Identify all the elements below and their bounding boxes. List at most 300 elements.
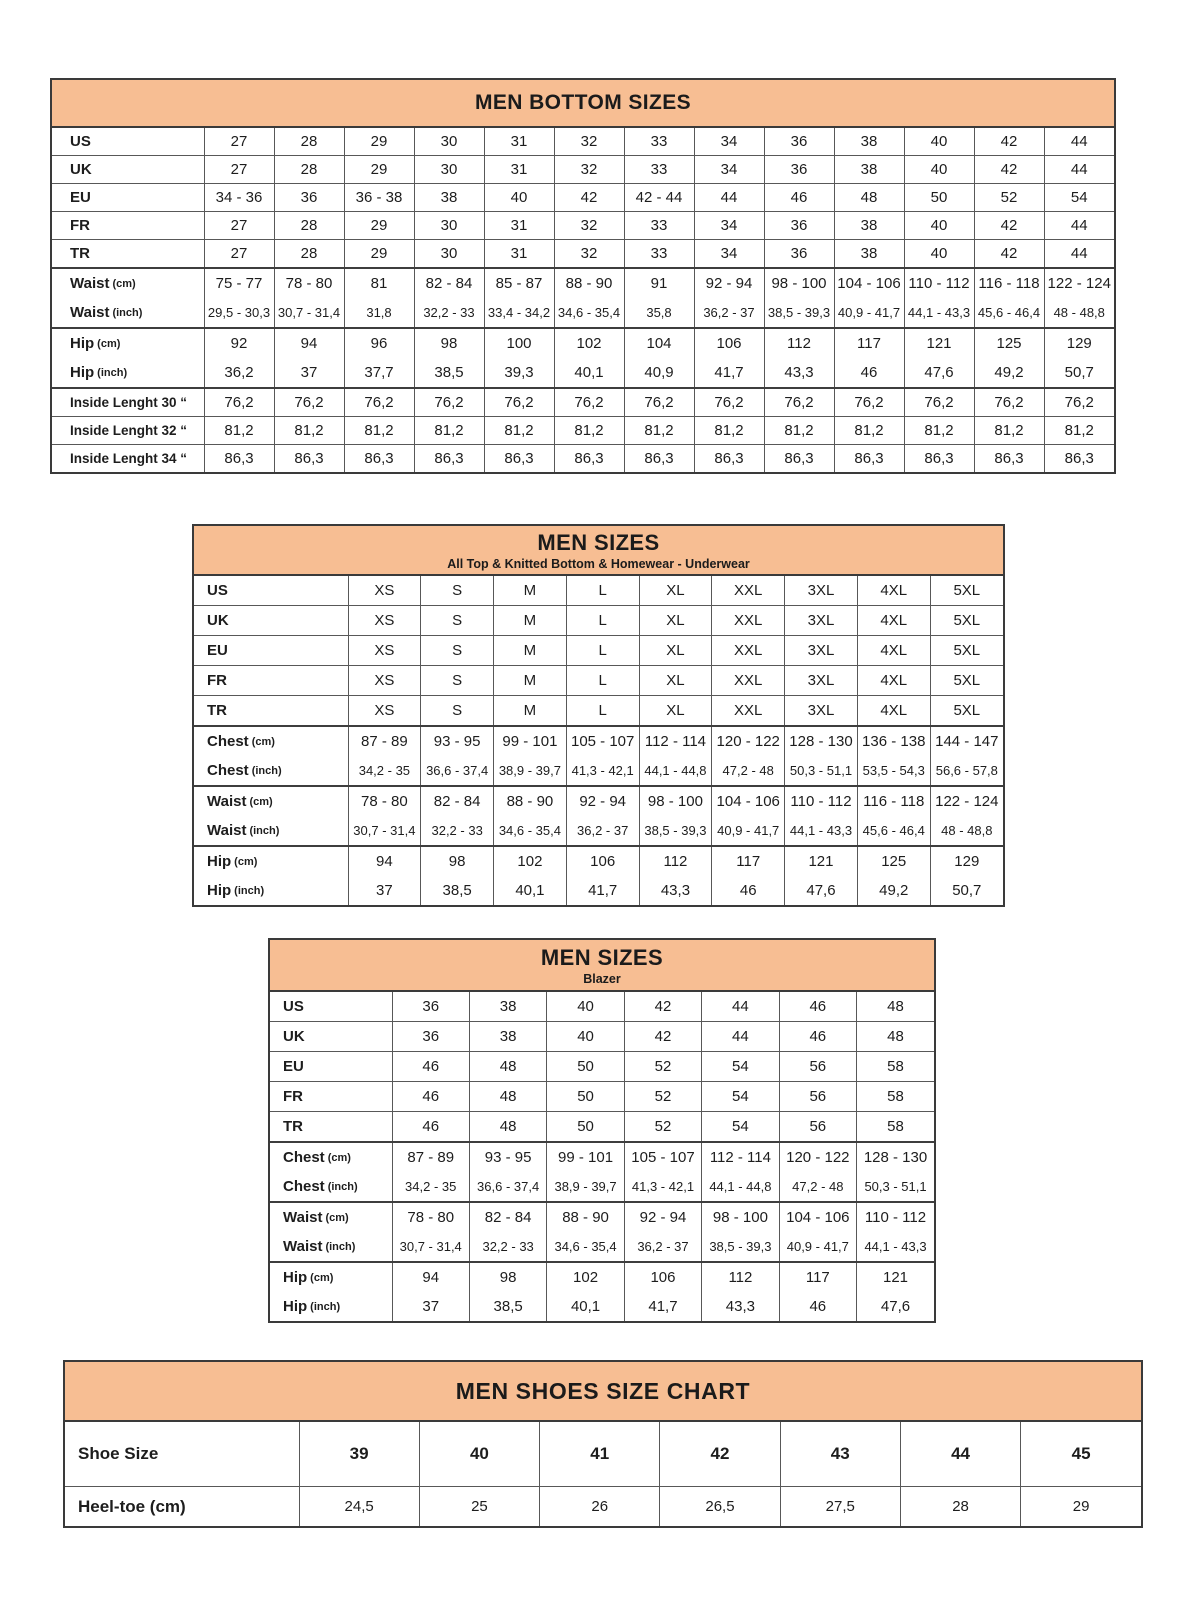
unit-text: (cm) [249, 795, 273, 808]
cell-value: 82 - 84 [484, 1209, 532, 1226]
unit-text: (cm) [97, 337, 121, 350]
value-cell [274, 388, 344, 417]
value-cell [469, 1082, 546, 1112]
value-cell [624, 1082, 701, 1112]
cell-value: 96 [370, 335, 388, 352]
cell-value: 49,2 [994, 364, 1024, 381]
cell-value: 32 [580, 245, 598, 262]
shoes-sizes-grid [65, 1422, 1141, 1526]
value-cell [694, 156, 764, 184]
cell-value: 78 - 80 [361, 793, 408, 810]
tops-sizes-grid [194, 576, 1003, 905]
value-cell [702, 1052, 779, 1082]
cell-value: 29 [1072, 1498, 1090, 1515]
row-label-cell [194, 846, 348, 905]
cell-value: 4XL [880, 702, 908, 719]
cell-value: 38,9 - 39,7 [498, 763, 561, 778]
cell-value: 81,2 [994, 422, 1024, 439]
table-row [52, 184, 1114, 212]
row-label-cell [52, 328, 204, 388]
cell-value: L [598, 672, 607, 689]
value-cell [764, 445, 834, 473]
cell-value: 102 [517, 853, 543, 870]
value-cell [904, 268, 974, 328]
row-label-text: Waist [283, 1238, 323, 1255]
row-label-cell [270, 1202, 392, 1262]
value-cell [624, 212, 694, 240]
value-cell [344, 240, 414, 269]
cell-value: 40 [577, 998, 594, 1015]
cell-value: 86,3 [434, 450, 464, 467]
cell-value: 32,2 - 33 [431, 823, 483, 838]
cell-value: 81,2 [504, 422, 534, 439]
cell-value: L [598, 582, 607, 599]
cell-value: 48 [499, 1118, 517, 1135]
cell-value: 30 [440, 245, 458, 262]
cell-value: 42 [580, 189, 598, 206]
cell-value: 46 [790, 189, 808, 206]
value-cell [344, 128, 414, 156]
value-cell [414, 445, 484, 473]
value-cell [274, 268, 344, 328]
table-row [194, 696, 1003, 727]
value-cell [764, 268, 834, 328]
cell-value: 36,6 - 37,4 [426, 763, 489, 778]
value-cell [484, 328, 554, 388]
value-cell [857, 1142, 934, 1202]
value-cell [624, 1112, 701, 1143]
cell-value: 33 [650, 217, 668, 234]
row-label-text: Chest [283, 1178, 325, 1195]
value-cell [900, 1487, 1020, 1527]
value-cell [624, 388, 694, 417]
table-subtitle: All Top & Knitted Bottom & Homewear - Underwear [447, 556, 750, 571]
value-cell [344, 388, 414, 417]
table-row [52, 128, 1114, 156]
cell-value: 81,2 [784, 422, 814, 439]
cell-value: 129 [954, 853, 980, 870]
value-cell [834, 388, 904, 417]
cell-value: 88 - 90 [506, 793, 554, 810]
row-label-text: FR [70, 217, 90, 234]
value-cell [624, 328, 694, 388]
value-cell [421, 576, 494, 606]
table-header [52, 80, 1114, 128]
cell-value: 56 [809, 1088, 827, 1105]
unit-text: (cm) [327, 1151, 351, 1164]
cell-value: 38,5 [493, 1298, 523, 1315]
value-cell [639, 636, 712, 666]
row-label-cell [270, 1112, 392, 1143]
value-cell [469, 1262, 546, 1321]
cell-value: 93 - 95 [484, 1149, 532, 1166]
cell-value: 86,3 [924, 450, 954, 467]
row-label [194, 636, 348, 665]
cell-value: 27 [230, 133, 248, 150]
value-cell [469, 1112, 546, 1143]
cell-value: 94 [300, 335, 318, 352]
cell-value: 29 [370, 245, 388, 262]
value-cell [974, 156, 1044, 184]
row-label-text: TR [207, 702, 227, 719]
cell-value: 40 [577, 1028, 594, 1045]
value-cell [694, 445, 764, 473]
value-cell [904, 240, 974, 269]
value-cell [419, 1487, 539, 1527]
value-cell [484, 212, 554, 240]
row-label-cell [270, 1082, 392, 1112]
value-cell [857, 1052, 934, 1082]
value-cell [469, 1202, 546, 1262]
cell-value: 82 - 84 [433, 793, 481, 810]
table-title: MEN BOTTOM SIZES [474, 91, 692, 114]
cell-value: 44,1 - 43,3 [907, 305, 971, 320]
value-cell [554, 328, 624, 388]
cell-value: 88 - 90 [562, 1209, 609, 1226]
value-cell [624, 1052, 701, 1082]
value-cell [834, 156, 904, 184]
cell-value: 110 - 112 [864, 1209, 927, 1226]
cell-value: 54 [1070, 189, 1088, 206]
value-cell [624, 1262, 701, 1321]
value-cell [566, 726, 639, 786]
cell-value: 38,5 [434, 364, 464, 381]
cell-value: 34 [720, 161, 738, 178]
cell-value: 31 [510, 133, 528, 150]
value-cell [779, 1262, 856, 1321]
value-cell [857, 666, 930, 696]
cell-value: 52 [1000, 189, 1018, 206]
table-row [270, 1082, 934, 1112]
table-row [52, 445, 1114, 473]
cell-value: 32 [580, 133, 598, 150]
value-cell [779, 1112, 856, 1143]
table-row [52, 212, 1114, 240]
value-cell [414, 184, 484, 212]
value-cell [421, 606, 494, 636]
value-cell [712, 846, 785, 905]
value-cell [348, 726, 421, 786]
value-cell [344, 417, 414, 445]
row-label-text: US [207, 582, 228, 599]
cell-value: 102 [576, 335, 602, 352]
cell-value: 48 [499, 1088, 517, 1105]
cell-value: 98 [440, 335, 458, 352]
value-cell [694, 240, 764, 269]
value-cell [392, 1262, 469, 1321]
value-cell [566, 666, 639, 696]
value-cell [274, 445, 344, 473]
cell-value: M [523, 672, 537, 689]
value-cell [554, 212, 624, 240]
cell-value: 116 - 118 [863, 793, 925, 810]
value-cell [930, 666, 1003, 696]
cell-value: 110 - 112 [790, 793, 852, 810]
row-label-text: Inside Lenght 30 “ [70, 395, 188, 410]
table-header [65, 1362, 1141, 1422]
cell-value: 38,9 - 39,7 [554, 1179, 617, 1194]
cell-value: 27 [230, 245, 248, 262]
value-cell [494, 846, 567, 905]
value-cell [974, 445, 1044, 473]
cell-value: L [598, 702, 607, 719]
cell-value: 106 [650, 1269, 676, 1286]
value-cell [624, 268, 694, 328]
cell-value: 42 [654, 1028, 672, 1045]
value-cell [414, 417, 484, 445]
value-cell [344, 156, 414, 184]
value-cell [274, 156, 344, 184]
value-cell [274, 328, 344, 388]
cell-value: 94 [422, 1269, 440, 1286]
cell-value: 98 - 100 [771, 275, 827, 292]
value-cell [547, 1142, 624, 1202]
cell-value: 45 [1071, 1444, 1091, 1463]
cell-value: 50,3 - 51,1 [864, 1179, 927, 1194]
cell-value: 38 [860, 133, 878, 150]
value-cell [204, 240, 274, 269]
value-cell [204, 184, 274, 212]
value-cell [779, 1052, 856, 1082]
cell-value: 122 - 124 [1047, 275, 1111, 292]
cell-value: 86,3 [364, 450, 394, 467]
cell-value: 75 - 77 [215, 275, 263, 292]
cell-value: 105 - 107 [631, 1149, 695, 1166]
cell-value: 76,2 [854, 394, 884, 411]
value-cell [834, 128, 904, 156]
cell-value: 27 [230, 217, 248, 234]
row-label [194, 787, 348, 816]
cell-value: 99 - 101 [502, 733, 558, 750]
row-label [194, 876, 348, 905]
cell-value: 45,6 - 46,4 [977, 305, 1041, 320]
cell-value: 86,3 [714, 450, 744, 467]
unit-text: (inch) [325, 1240, 356, 1253]
value-cell [414, 268, 484, 328]
value-cell [930, 786, 1003, 846]
cell-value: L [598, 642, 607, 659]
value-cell [348, 696, 421, 727]
cell-value: 92 - 94 [639, 1209, 687, 1226]
cell-value: 44,1 - 43,3 [864, 1239, 927, 1254]
row-label [52, 184, 204, 211]
value-cell [547, 1022, 624, 1052]
cell-value: 47,6 [880, 1298, 911, 1315]
row-label-text: TR [283, 1118, 303, 1135]
value-cell [392, 1202, 469, 1262]
cell-value: 33,4 - 34,2 [487, 305, 551, 320]
value-cell [484, 156, 554, 184]
value-cell [344, 268, 414, 328]
cell-value: 30,7 - 31,4 [399, 1239, 462, 1254]
cell-value: 76,2 [434, 394, 464, 411]
cell-value: 81,2 [294, 422, 324, 439]
cell-value: 32 [580, 161, 598, 178]
value-cell [694, 388, 764, 417]
cell-value: 40,1 [574, 364, 604, 381]
row-label-cell [194, 726, 348, 786]
cell-value: 38,5 - 39,3 [709, 1239, 772, 1254]
row-label [52, 240, 204, 267]
row-label-text: EU [70, 189, 91, 206]
value-cell [834, 268, 904, 328]
row-label-text: Shoe Size [78, 1444, 159, 1463]
value-cell [484, 128, 554, 156]
cell-value: 44,1 - 44,8 [709, 1179, 772, 1194]
value-cell [904, 388, 974, 417]
row-label [270, 992, 392, 1021]
cell-value: 38 [860, 161, 878, 178]
cell-value: 32,2 - 33 [482, 1239, 534, 1254]
value-cell [494, 576, 567, 606]
row-label-cell [194, 576, 348, 606]
value-cell [1044, 128, 1114, 156]
value-cell [469, 992, 546, 1022]
cell-value: 42 [1000, 217, 1018, 234]
cell-value: 26,5 [705, 1498, 735, 1515]
unit-text: (cm) [234, 855, 258, 868]
value-cell [274, 240, 344, 269]
table-row [194, 636, 1003, 666]
cell-value: 81,2 [364, 422, 394, 439]
row-label-text: FR [207, 672, 227, 689]
row-label-text: Hip [283, 1298, 308, 1315]
row-label [270, 1022, 392, 1051]
row-label-cell [270, 1142, 392, 1202]
value-cell [469, 1022, 546, 1052]
cell-value: 32 [580, 217, 598, 234]
cell-value: 87 - 89 [361, 733, 408, 750]
cell-value: 26 [591, 1498, 609, 1515]
cell-value: 5XL [953, 702, 981, 719]
value-cell [904, 184, 974, 212]
row-label-text: Waist [70, 304, 110, 321]
value-cell [857, 786, 930, 846]
row-label [52, 212, 204, 239]
cell-value: 39,3 [504, 364, 534, 381]
men-bottom-sizes-table [50, 78, 1116, 474]
value-cell [974, 417, 1044, 445]
cell-value: L [598, 612, 607, 629]
cell-value: 30 [440, 133, 458, 150]
cell-value: 104 [646, 335, 672, 352]
row-label-cell [270, 1052, 392, 1082]
cell-value: 38 [440, 189, 458, 206]
men-shoes-size-chart-table [63, 1360, 1143, 1528]
cell-value: 29,5 - 30,3 [207, 305, 271, 320]
value-cell [694, 184, 764, 212]
cell-value: 54 [732, 1118, 749, 1135]
value-cell [414, 128, 484, 156]
unit-text: (inch) [327, 1180, 358, 1193]
cell-value: 86,3 [224, 450, 254, 467]
row-label-cell [270, 1262, 392, 1321]
cell-value: 76,2 [924, 394, 954, 411]
cell-value: 46 [809, 1298, 827, 1315]
row-label [194, 576, 348, 605]
cell-value: 92 - 94 [705, 275, 753, 292]
cell-value: 98 [448, 853, 466, 870]
cell-value: 49,2 [879, 882, 909, 899]
value-cell [1044, 268, 1114, 328]
cell-value: XL [666, 582, 685, 599]
cell-value: 48 [860, 189, 878, 206]
cell-value: 24,5 [344, 1498, 374, 1515]
cell-value: 44 [1070, 217, 1088, 234]
value-cell [484, 417, 554, 445]
cell-value: S [452, 642, 463, 659]
table-row [270, 1262, 934, 1321]
cell-value: 44 [1070, 133, 1088, 150]
value-cell [469, 1142, 546, 1202]
value-cell [414, 388, 484, 417]
value-cell [624, 992, 701, 1022]
cell-value: 104 - 106 [786, 1209, 850, 1226]
value-cell [344, 184, 414, 212]
value-cell [930, 696, 1003, 727]
cell-value: 36 [790, 245, 808, 262]
cell-value: 40 [930, 245, 948, 262]
cell-value: 37,7 [364, 364, 394, 381]
cell-value: 76,2 [644, 394, 674, 411]
cell-value: 58 [887, 1118, 904, 1135]
value-cell [764, 388, 834, 417]
row-label-text: Inside Lenght 32 “ [70, 423, 188, 438]
value-cell [857, 1262, 934, 1321]
unit-text: (inch) [97, 366, 128, 379]
cell-value: 46 [860, 364, 878, 381]
row-label-text: Chest [207, 762, 249, 779]
cell-value: 5XL [953, 672, 981, 689]
cell-value: 117 [857, 335, 881, 352]
value-cell [494, 786, 567, 846]
cell-value: 117 [805, 1269, 830, 1286]
cell-value: XS [374, 702, 395, 719]
value-cell [712, 726, 785, 786]
cell-value: 3XL [807, 642, 835, 659]
row-label [194, 696, 348, 725]
value-cell [702, 992, 779, 1022]
cell-value: 38 [499, 1028, 517, 1045]
value-cell [857, 1112, 934, 1143]
value-cell [204, 417, 274, 445]
cell-value: 86,3 [1064, 450, 1094, 467]
value-cell [785, 846, 858, 905]
value-cell [639, 846, 712, 905]
value-cell [419, 1422, 539, 1487]
unit-text: (inch) [112, 306, 143, 319]
cell-value: 44,1 - 44,8 [644, 763, 707, 778]
value-cell [764, 212, 834, 240]
value-cell [694, 268, 764, 328]
cell-value: 42 [710, 1444, 730, 1463]
cell-value: 36 - 38 [355, 189, 403, 206]
value-cell [764, 417, 834, 445]
value-cell [857, 1022, 934, 1052]
cell-value: 86,3 [574, 450, 604, 467]
cell-value: 91 [650, 275, 668, 292]
value-cell [469, 1052, 546, 1082]
cell-value: 104 - 106 [837, 275, 901, 292]
cell-value: 34 [720, 133, 738, 150]
row-label [65, 1422, 299, 1486]
cell-value: 36 [790, 161, 808, 178]
cell-value: 48 - 48,8 [941, 823, 993, 838]
value-cell [639, 666, 712, 696]
row-label-text: Waist [70, 275, 110, 292]
value-cell [930, 636, 1003, 666]
cell-value: 48 [499, 1058, 517, 1075]
